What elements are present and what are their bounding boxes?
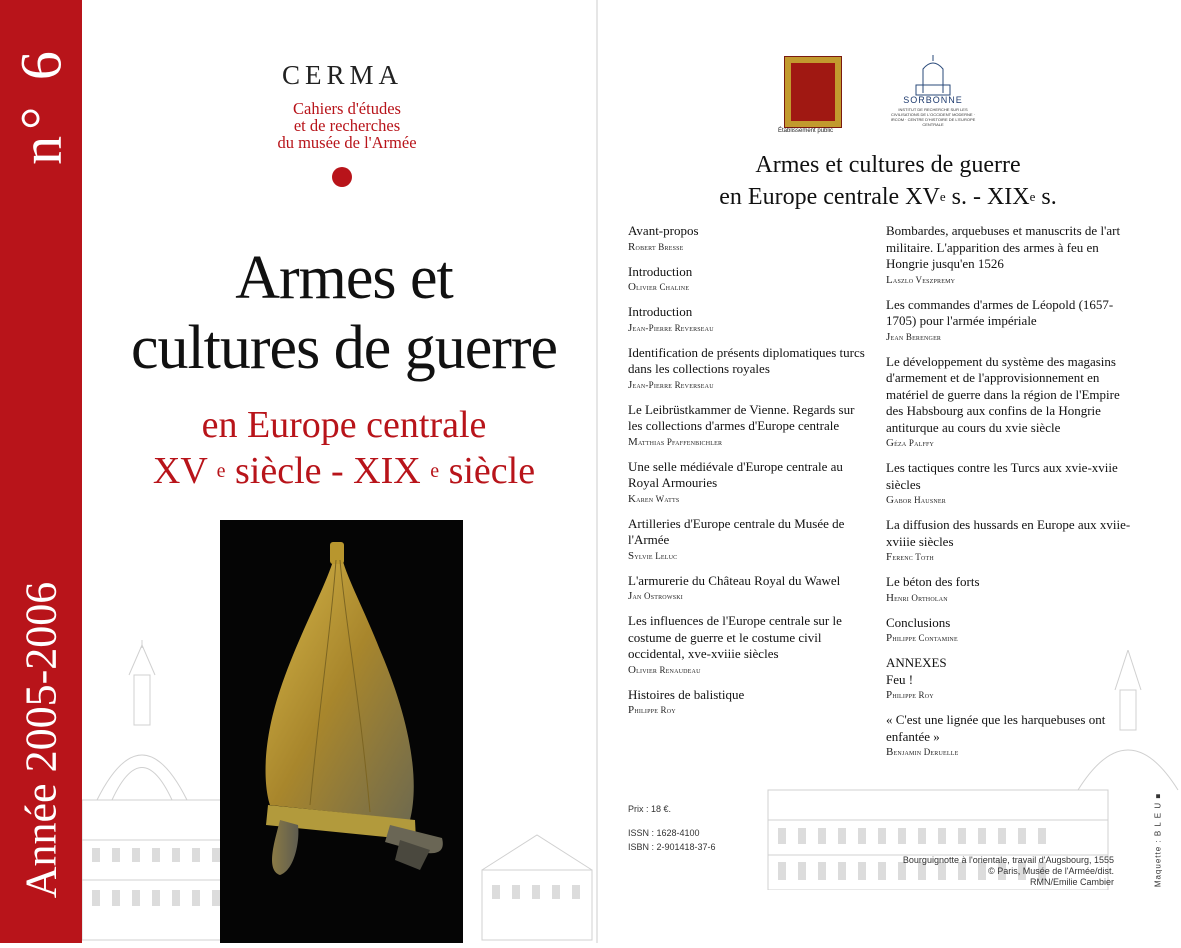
toc-entry-author: Jean Berenger: [886, 330, 942, 343]
toc-entry-title: « C'est une lignée que les harquebuses ont enfantée »: [886, 712, 1106, 744]
toc-entry-author: Sylvie Leluc: [628, 549, 678, 562]
toc-entry-author: Jan Ostrowski: [628, 590, 683, 602]
contents-left-column: [628, 223, 868, 727]
red-dot: [332, 167, 352, 187]
toc-entry-author: Olivier Renaudeau: [628, 663, 701, 676]
toc-entry-author: Gabor Hausner: [886, 494, 946, 506]
toc-entry: [628, 573, 868, 604]
toc-entry-title: L'armurerie du Château Royal du Wawel: [628, 572, 841, 588]
toc-entry-title: ANNEXES Feu !: [886, 655, 947, 687]
toc-entry-title: Identification de présents diplomatiques turcs dans les collections royales: [628, 344, 865, 376]
toc-entry: [628, 345, 868, 392]
toc-entry-title: Bombardes, arquebuses et manuscrits de l'art militaire. L'apparition des armes à feu en Hongrie jusqu'en 1526: [886, 223, 1121, 271]
photo-credit: Bourguignotte à l'orientale, travail d'Augsbourg, 1555 © Paris, Musée de l'Armée/dist. RMN/Emilie Cambier: [902, 855, 1114, 887]
contents-right-column: [886, 223, 1136, 769]
back-cover: [598, 0, 1181, 943]
front-cover: [82, 0, 596, 943]
toc-entry: [628, 402, 868, 449]
toc-entry-author: Laszlo Veszpremy: [886, 273, 956, 286]
cerma-subtitle: Cahiers d'études et de recherches du musée de l'Armée: [277, 99, 417, 152]
cover-title: Armes et cultures de guerre: [130, 244, 558, 382]
issn-isbn: ISSN : 1628-4100 ISBN : 2-901418-37-6: [628, 828, 716, 852]
musee-armee-logo: [784, 56, 842, 128]
issue-year: Année 2005-2006: [16, 581, 66, 899]
toc-entry-author: Olivier Chaline: [628, 281, 690, 293]
toc-entry: [886, 655, 1136, 702]
toc-entry-title: Introduction: [628, 263, 693, 279]
toc-entry-title: Histoires de balistique: [628, 686, 745, 702]
toc-entry-title: Introduction: [628, 304, 693, 319]
toc-entry-author: Matthias Pfaffenbichler: [628, 435, 723, 448]
toc-entry-title: Conclusions: [886, 614, 951, 630]
cerma-logo: CERMA: [282, 60, 404, 90]
toc-entry-title: Les commandes d'armes de Léopold (1657-1705) pour l'armée impériale: [886, 296, 1114, 328]
helmet-image: [220, 520, 463, 943]
toc-entry: [628, 516, 868, 563]
cover-subtitle: en Europe centrale XV $^e$ siècle - XIX $^e$ siècle: [152, 404, 536, 492]
toc-entry-title: Les tactiques contre les Turcs aux xvie-xviie siècles: [886, 460, 1118, 492]
toc-entry-author: Ferenc Toth: [886, 551, 934, 563]
toc-entry: [628, 459, 868, 506]
toc-entry-title: Le béton des forts: [886, 574, 980, 589]
back-title: Armes et cultures de guerre en Europe centrale XVe s. - XIXe s.: [719, 152, 1057, 210]
toc-entry: [886, 615, 1136, 646]
toc-entry-title: Avant-propos: [628, 223, 699, 238]
toc-entry-author: Jean-Pierre Reverseau: [628, 378, 714, 391]
toc-entry-title: Les influences de l'Europe centrale sur le costume de guerre et le costume civil occidental, xve-xviiie siècles: [628, 613, 842, 661]
toc-entry: [886, 712, 1136, 759]
toc-entry-title: Le développement du système des magasins d'armement et de l'approvisionnement en matériel de guerre dans la région de l'Empire des Habsbourg aux confins de la Hongrie antiturque au cours du xvie siècle: [886, 353, 1120, 435]
toc-entry: [628, 304, 868, 335]
toc-entry-author: Géza Palffy: [886, 437, 935, 449]
toc-entry: [886, 297, 1136, 344]
toc-entry: [886, 574, 1136, 605]
toc-entry-author: Robert Bresse: [628, 240, 684, 253]
toc-entry-author: Benjamin Deruelle: [886, 746, 959, 758]
toc-entry: [628, 613, 868, 677]
maquette-credit: Maquette : B L E U ■: [1153, 792, 1163, 888]
spine: [0, 0, 82, 943]
toc-entry-title: Le Leibrüstkammer de Vienne. Regards sur les collections d'armes d'Europe centrale: [628, 401, 855, 433]
issue-number: n° 6: [8, 45, 74, 165]
musee-armee-caption: Établissement public: [778, 128, 834, 134]
toc-entry-author: Henri Ortholan: [886, 591, 948, 604]
price: Prix : 18 €.: [628, 804, 672, 814]
toc-entry: [628, 687, 868, 718]
toc-entry: [628, 223, 868, 254]
toc-entry: [886, 354, 1136, 451]
toc-entry: [886, 223, 1136, 287]
toc-entry: [886, 517, 1136, 564]
toc-entry-title: La diffusion des hussards en Europe aux xviie-xviiie siècles: [886, 517, 1131, 549]
toc-entry-author: Jean-Pierre Reverseau: [628, 321, 714, 334]
toc-entry-author: Philippe Roy: [628, 704, 676, 716]
toc-entry-author: Karen Watts: [628, 492, 680, 505]
toc-entry-author: Philippe Roy: [886, 689, 934, 701]
sorbonne-text: SORBONNE: [903, 95, 963, 105]
toc-entry: [628, 264, 868, 295]
sorbonne-small-text: INSTITUT DE RECHERCHE SUR LES CIVILISATIONS DE L'OCCIDENT MODERNE · IRCOM · CENTRE D'HISTOIRE DE L'EUROPE CENTRALE: [890, 107, 976, 127]
toc-entry-title: Une selle médiévale d'Europe centrale au Royal Armouries: [628, 458, 843, 490]
toc-entry-author: Philippe Contamine: [886, 632, 958, 644]
helmet-photo: [220, 520, 463, 943]
toc-entry: [886, 460, 1136, 507]
toc-entry-title: Artilleries d'Europe centrale du Musée de l'Armée: [628, 515, 845, 547]
